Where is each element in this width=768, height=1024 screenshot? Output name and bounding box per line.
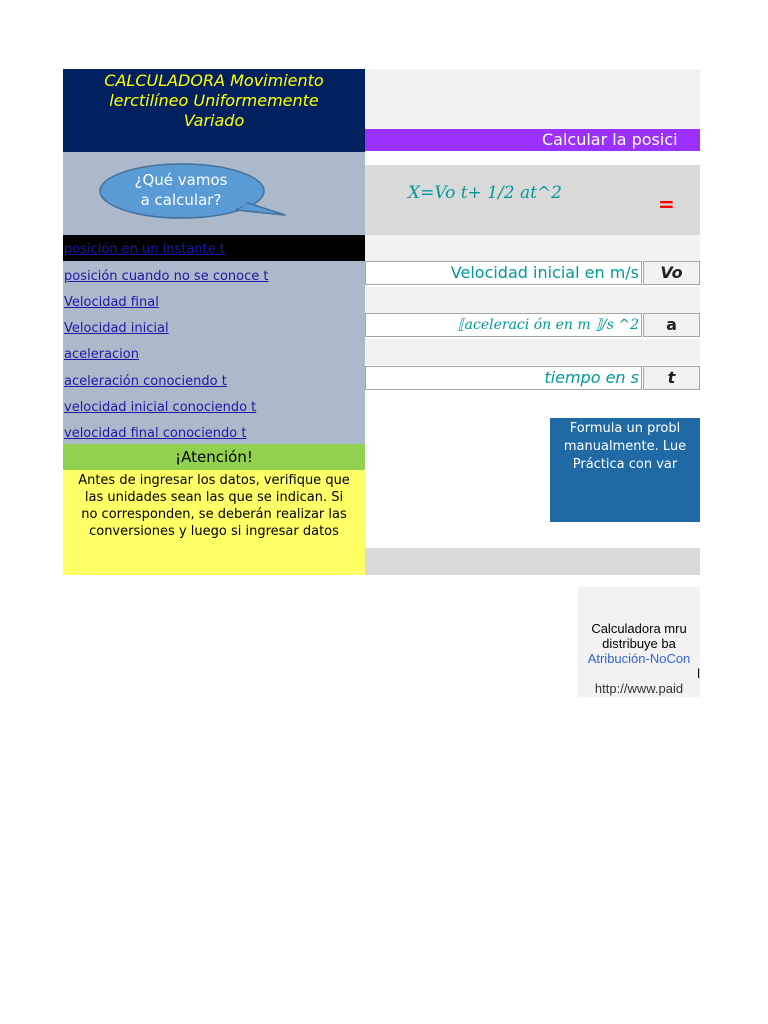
equals-sign: = xyxy=(658,192,675,216)
nav-link-velocidad-final-t[interactable]: velocidad final conociendo t xyxy=(64,426,247,441)
input-label-vo: Velocidad inicial en m/s xyxy=(450,263,639,282)
nav-link-posicion-sin-t[interactable]: posición cuando no se conoce t xyxy=(64,269,269,284)
info-line-1: Formula un probl xyxy=(569,421,681,436)
input-label-a: ⟦aceleraci ón en m ⟧/s ^2 xyxy=(457,317,639,333)
license-line-4: l xyxy=(697,666,700,681)
license-line-2: distribuye ba xyxy=(602,636,676,651)
nav-link-aceleracion[interactable]: aceleracion xyxy=(64,347,139,362)
license-url[interactable]: http://www.paid xyxy=(594,681,684,696)
header-area xyxy=(365,69,700,129)
nav-link-aceleracion-t[interactable]: aceleración conociendo t xyxy=(64,374,227,389)
info-box xyxy=(550,418,700,522)
input-row-vo[interactable] xyxy=(365,261,642,285)
warning-text xyxy=(63,470,365,575)
bubble-text xyxy=(98,170,264,210)
title-line-2: lerctilíneo Uniformemente xyxy=(109,91,319,110)
warning-line-2: las unidades sean las que se indican. Si xyxy=(84,490,344,505)
unit-a: a xyxy=(643,313,700,337)
bubble-line-2: a calcular? xyxy=(140,191,222,209)
nav-link-posicion-instante[interactable]: posición en un instante t xyxy=(64,242,225,257)
title-line-1: CALCULADORA Movimiento xyxy=(104,71,324,90)
bubble-line-1: ¿Qué vamos xyxy=(134,171,228,189)
formula-text: X=Vo t+ 1/2 at^2 xyxy=(408,183,562,203)
info-line-2: manualmente. Lue xyxy=(563,439,687,454)
warning-line-3: no corresponden, se deberán realizar las xyxy=(81,507,347,522)
nav-link-velocidad-final[interactable]: Velocidad final xyxy=(64,295,159,310)
unit-vo: Vo xyxy=(643,261,700,285)
warning-line-1: Antes de ingresar los datos, verifique que xyxy=(78,473,350,488)
license-link[interactable]: Atribución-NoCon xyxy=(587,651,691,666)
nav-link-velocidad-inicial[interactable]: Velocidad inicial xyxy=(64,321,169,336)
spacer-row xyxy=(365,339,700,365)
title-line-3: Variado xyxy=(183,111,245,130)
unit-t: t xyxy=(643,366,700,390)
warning-heading: ¡Atención! xyxy=(63,444,365,470)
calc-header-bar xyxy=(365,129,700,151)
spacer-row xyxy=(365,235,700,261)
info-line-3: Práctica con var xyxy=(572,457,678,472)
license-box xyxy=(578,587,700,697)
calculator-title xyxy=(63,69,365,152)
bottom-bar xyxy=(365,548,700,575)
calc-header-label: Calcular la posici xyxy=(542,130,678,149)
license-line-1: Calculadora mru xyxy=(591,621,687,636)
input-label-t: tiempo en s xyxy=(544,368,639,387)
input-row-t[interactable] xyxy=(365,366,642,390)
input-row-a[interactable] xyxy=(365,313,642,337)
spacer-row xyxy=(365,287,700,313)
warning-line-4: conversiones y luego si ingresar datos xyxy=(89,524,339,539)
nav-link-velocidad-inicial-t[interactable]: velocidad inicial conociendo t xyxy=(64,400,257,415)
